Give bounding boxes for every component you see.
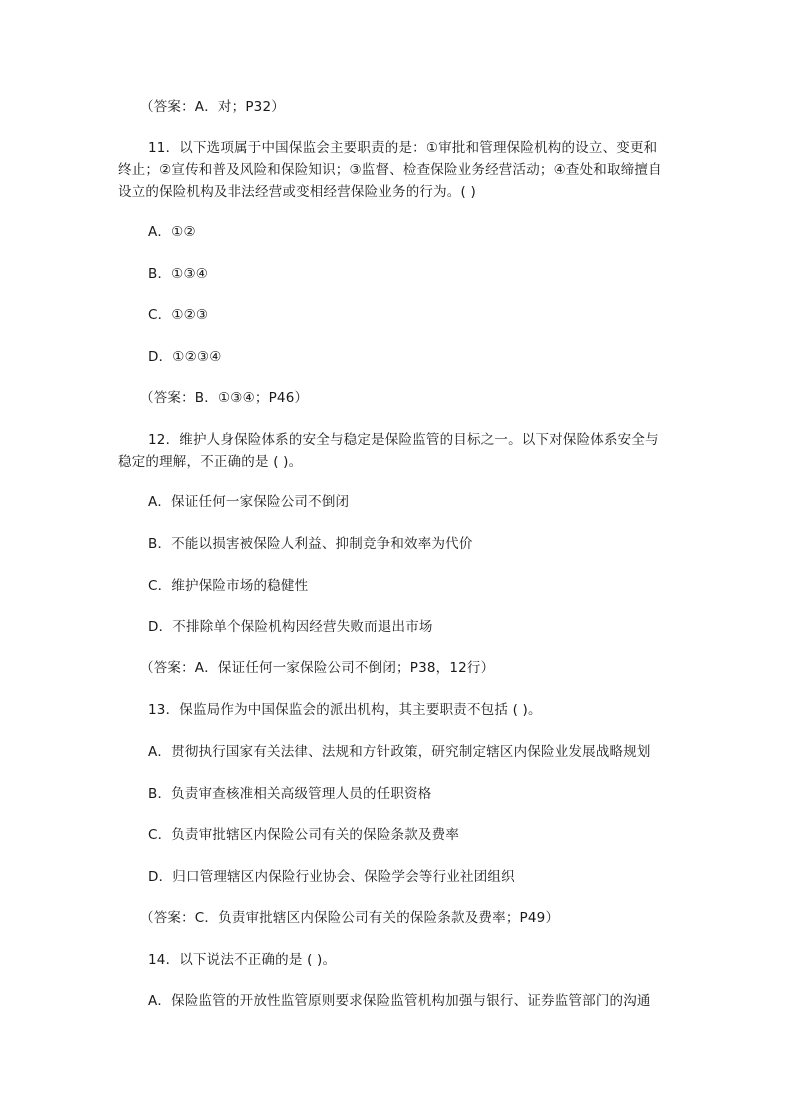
answer-q10: （答案：A．对；P32） <box>140 99 285 115</box>
q13-option-a: A．贯彻执行国家有关法律、法规和方针政策，研究制定辖区内保险业发展战略规划 <box>148 744 651 760</box>
q12-option-c: C．维护保险市场的稳健性 <box>148 578 309 594</box>
question-14-stem: 14．以下说法不正确的是 ( )。 <box>148 952 337 968</box>
q11-option-c: C．①②③ <box>148 307 209 323</box>
q13-option-b: B．负责审查核准相关高级管理人员的任职资格 <box>148 786 432 802</box>
q14-option-a: A．保险监管的开放性监管原则要求保险监管机构加强与银行、证券监管部门的沟通 <box>148 993 651 1009</box>
q13-option-d: D．归口管理辖区内保险行业协会、保险学会等行业社团组织 <box>148 869 515 885</box>
answer-q12: （答案：A．保证任何一家保险公司不倒闭；P38，12行） <box>140 660 495 676</box>
answer-q13: （答案：C．负责审批辖区内保险公司有关的保险条款及费率；P49） <box>140 910 560 926</box>
answer-q11: （答案：B．①③④；P46） <box>140 390 309 406</box>
q13-option-c: C．负责审批辖区内保险公司有关的保险条款及费率 <box>148 827 460 843</box>
question-11-stem: 11．以下选项属于中国保监会主要职责的是：①审批和管理保险机构的设立、变更和终止；②宣传和普及风险和保险知识；③监督、检查保险业务经营活动；④查处和取缔擅自设立的保险机构及非法经营或变相经营保险业务的行为。( ) <box>118 140 662 200</box>
q12-option-a: A．保证任何一家保险公司不倒闭 <box>148 494 350 510</box>
question-12-stem: 12．维护人身保险体系的安全与稳定是保险监管的目标之一。以下对保险体系安全与稳定的理解，不正确的是 ( )。 <box>118 432 659 470</box>
q11-option-b: B．①③④ <box>148 266 209 282</box>
q11-option-a: A．①② <box>148 224 196 240</box>
q12-option-d: D．不排除单个保险机构因经营失败而退出市场 <box>148 619 433 635</box>
q11-option-d: D．①②③④ <box>148 349 222 365</box>
question-13-stem: 13．保监局作为中国保监会的派出机构，其主要职责不包括 ( )。 <box>148 702 542 718</box>
q12-option-b: B．不能以损害被保险人利益、抑制竞争和效率为代价 <box>148 536 473 552</box>
